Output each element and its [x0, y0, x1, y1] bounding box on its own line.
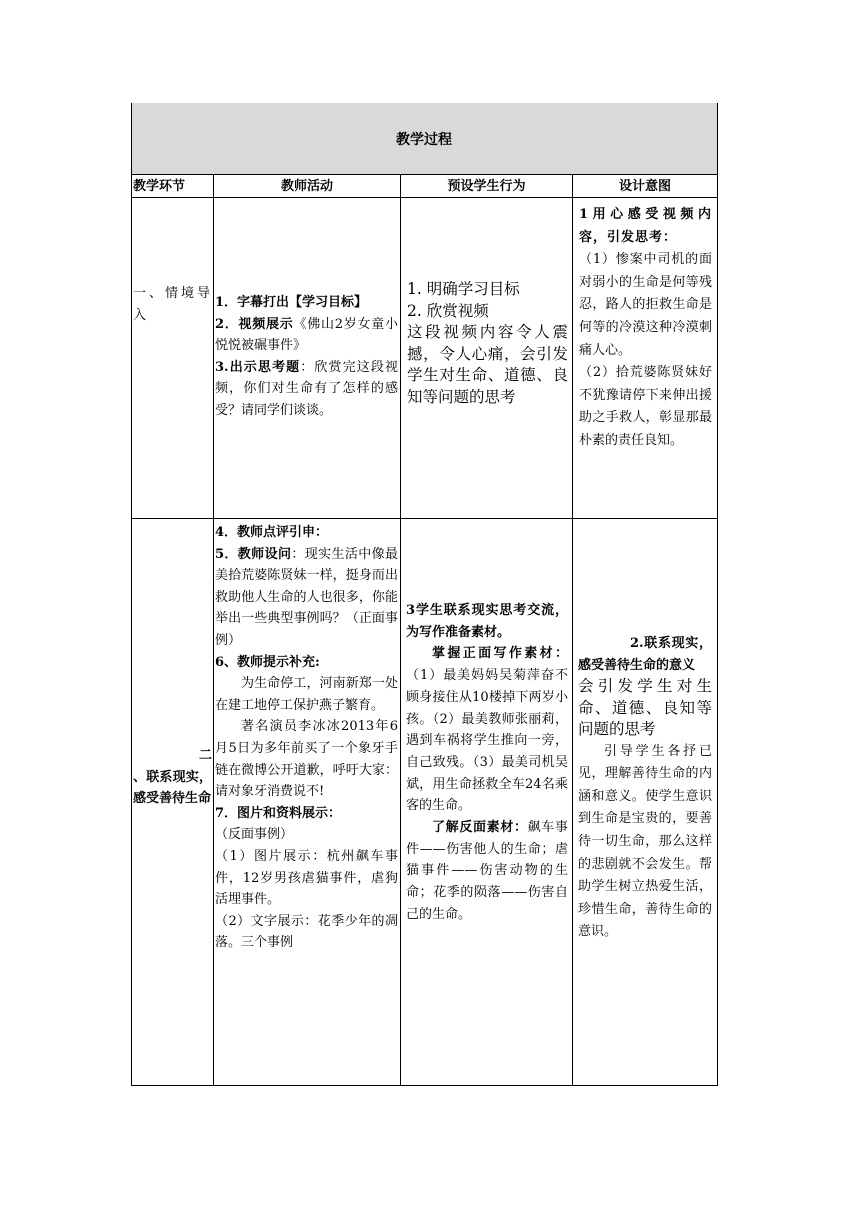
row2-teacher-4: 4．教师点评引申： [215, 525, 329, 540]
border-header-bottom [131, 197, 718, 198]
row2-intent-big: 会引发学生对生命、道德、良知等问题的思考 [578, 677, 712, 739]
header-intent: 设计意图 [618, 179, 671, 194]
row1-intent-p2: （2）拾荒婆陈贤妹好不犹豫请停下来伸出援助之手救人，彰显那最朴素的责任良知。 [579, 365, 712, 448]
row2-student [406, 600, 568, 926]
row2-student-neg: 飙车事件——伤害他人的生命；虐猫事件——伤害动物的生命；花季的陨落——伤害自己的生命。 [406, 820, 568, 922]
row2-student-head: 3学生联系现实思考交流，为写作准备素材。 [406, 603, 568, 640]
table-title: 教学过程 [396, 132, 452, 148]
border-col1 [213, 174, 214, 1086]
row2-stage-b: 、联系现实，感受善待生命 [133, 769, 212, 807]
row2-intent-p: 引导学生各抒已见，理解善待生命的内涵和意义。使学生意识到生命是宝贵的，要善待一切生命，那么这样的悲剧就不会发生。帮助学生树立热爱生活，珍惜生命，善待生命的意识。 [578, 743, 712, 940]
row1-teacher [215, 292, 398, 422]
row1-teacher-2: 《佛山2岁女童小悦悦被碾事件》 [215, 316, 398, 354]
row2-teacher-6a: 为生命停工，河南新郑一处在建工地停工保护燕子繁育。 [215, 676, 398, 713]
row2-intent-head: 2.联系现实，感受善待生命的意义 [578, 636, 712, 673]
row1-intent-head: 1用心感受视频内容，引发思考： [579, 207, 712, 245]
row1-student-2: 2. 欣赏视频 [407, 301, 489, 320]
border-col2 [400, 174, 401, 1086]
row2-teacher-5: ：现实生活中像最美拾荒婆陈贤妹一样，挺身而出救助他人生命的人也很多，你能举出一些典型事例吗？（正面事例） [215, 546, 398, 648]
row1-teacher-2-num: 2．视频展示 [215, 316, 294, 332]
row2-stage-a: 二 [198, 748, 212, 763]
row1-teacher-3: ：欣赏完这段视频，你们对生命有了怎样的感受？请同学们谈谈。 [215, 359, 398, 418]
row2-student-neg-head: 了解反面素材： [432, 820, 528, 836]
row2-teacher-6: 6、教师提示补充: [215, 654, 320, 670]
row2-teacher-6b: 著名演员李冰冰2013年6月5日为多年前买了一个象牙手链在微博公开道歉，呼吁大家：请对象牙消费说不! [215, 719, 398, 800]
row2-teacher [215, 522, 398, 954]
row1-stage: 一、情境导入 [133, 286, 212, 323]
border-row2-bottom [131, 1085, 718, 1086]
row1-teacher-3-num: 3.出示思考题 [215, 359, 301, 375]
row2-teacher-7: 7．图片和资料展示： [215, 805, 342, 821]
row2-teacher-7b: （1）图片展示：杭州飙车事件，12岁男孩虐猫事件，虐狗活埋事件。 [215, 848, 398, 908]
border-right [717, 103, 718, 1086]
row1-student-3: 这段视频内容令人震撼，令人心痛，会引发学生对生命、道德、良知等问题的思考 [407, 323, 568, 406]
border-col3 [572, 174, 573, 1086]
row2-student-pos: （1）最美妈妈吴菊萍奋不顾身接住从10楼掉下两岁小孩。（2）最美教师张丽莉，遇到车祸将学生推向一旁，自己致残。（3）最美司机吴斌，用生命拯救全车24名乘客的生命。 [406, 668, 568, 814]
header-student: 预设学生行为 [447, 179, 526, 194]
row2-student-pos-head: 掌握正面写作素材： [432, 646, 568, 662]
row2-teacher-7c: （2）文字展示：花季少年的凋落。三个事例 [215, 913, 398, 951]
row1-intent-p1: （1）惨案中司机的面对弱小的生命是何等残忍，路人的拒救生命是何等的冷漠这种冷漠刺痛人心。 [579, 252, 712, 358]
row1-teacher-1: 字幕打出【学习目标】 [237, 295, 368, 310]
header-stage: 教学环节 [133, 179, 186, 194]
row1-student-1: 1. 明确学习目标 [407, 280, 520, 298]
border-top-header [131, 174, 718, 175]
row1-teacher-1-num: 1． [215, 295, 238, 310]
row2-teacher-5-head: 5．教师设问 [215, 546, 292, 562]
row2-teacher-7a: （反面事例） [215, 827, 294, 843]
row1-student [407, 279, 568, 408]
row1-intent [579, 204, 712, 453]
border-left [131, 103, 132, 1086]
row2-stage [133, 745, 212, 810]
border-row1-bottom [131, 518, 718, 519]
row2-intent [578, 633, 712, 944]
header-teacher: 教师活动 [280, 179, 333, 194]
